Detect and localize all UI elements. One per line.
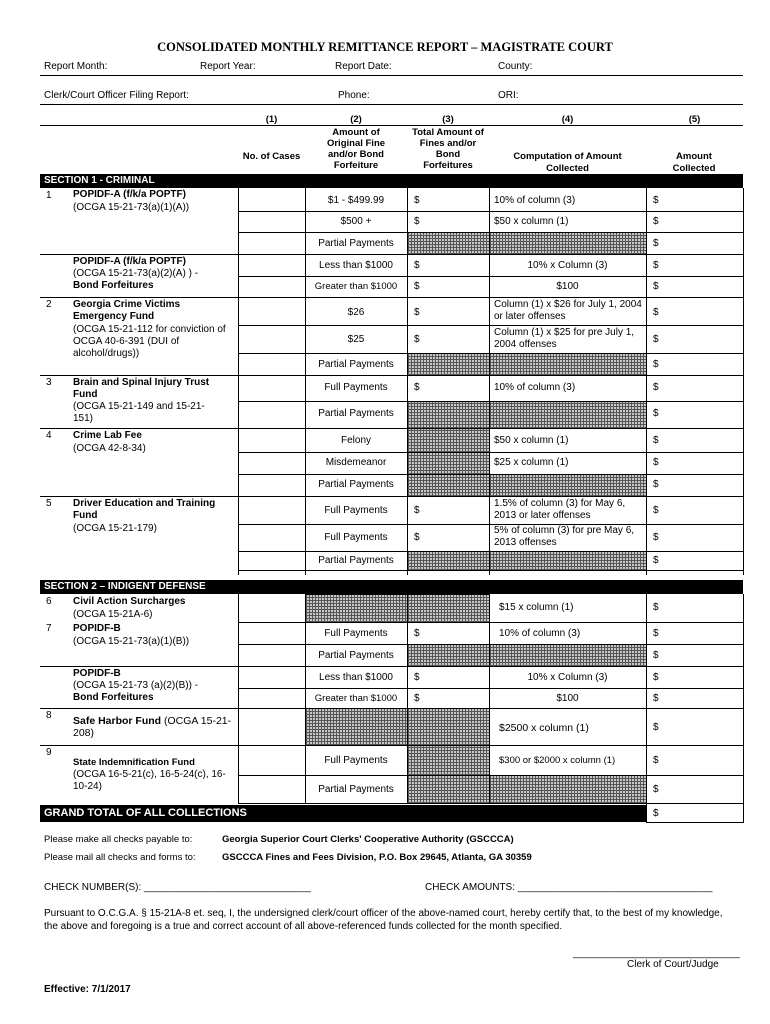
col5-dollar[interactable]: $ xyxy=(653,505,659,516)
row-name: Crime Lab Fee xyxy=(73,430,142,441)
row-ref: (OCGA 16-5-21(c), 16-5-24(c), 16-10-24) xyxy=(73,769,226,792)
row-name: Civil Action Surcharges xyxy=(73,596,186,607)
clerk-judge-label: Clerk of Court/Judge xyxy=(627,959,719,970)
row-ref: (OCGA 15-21-73(a)(1)(B)) xyxy=(73,636,190,647)
row-number: 2 xyxy=(46,299,52,310)
grid-h xyxy=(238,211,743,212)
col5-dollar[interactable]: $ xyxy=(653,195,659,206)
col5-dollar[interactable]: $ xyxy=(653,755,659,766)
col2-cell: Full Payments xyxy=(324,382,388,393)
col2-cell: Partial Payments xyxy=(318,555,394,566)
shaded-cell xyxy=(489,474,647,497)
header-rule-1 xyxy=(40,75,743,76)
col2-cell: $1 - $499.99 xyxy=(327,195,385,206)
payable-label: Please make all checks payable to: xyxy=(44,834,193,845)
shaded-cell xyxy=(489,353,647,376)
row-number: 9 xyxy=(46,747,52,758)
col2-cell: Full Payments xyxy=(324,532,388,543)
col3-dollar[interactable]: $ xyxy=(414,672,420,683)
col5-dollar[interactable]: $ xyxy=(653,479,659,490)
report-year-label: Report Year: xyxy=(200,61,256,72)
row-name: Driver Education and Training Fund xyxy=(73,498,216,521)
row-number: 5 xyxy=(46,498,52,509)
col2-cell: Partial Payments xyxy=(318,650,394,661)
col5-dollar[interactable]: $ xyxy=(653,307,659,318)
col3-dollar[interactable]: $ xyxy=(414,281,420,292)
row-name: POPIDF-A (f/k/a POPTF) xyxy=(73,256,186,267)
col4-cell: 10% of column (3) xyxy=(494,195,576,206)
col4-header: Computation of Amount Collected xyxy=(513,151,622,174)
col5-number: (5) xyxy=(688,114,701,125)
col5-dollar[interactable]: $ xyxy=(653,628,659,639)
col2-cell: $500 + xyxy=(340,216,372,227)
col5-dollar[interactable]: $ xyxy=(653,216,659,227)
col5-dollar[interactable]: $ xyxy=(653,457,659,468)
col4-cell: $50 x column (1) xyxy=(494,435,569,446)
col4-cell: 10% x Column (3) xyxy=(527,672,608,683)
section-2-title: SECTION 2 – INDIGENT DEFENSE xyxy=(44,581,206,592)
grid-h xyxy=(238,524,743,525)
row-ref: (OCGA 15-21-149 and 15-21-151) xyxy=(73,401,205,424)
col3-dollar[interactable]: $ xyxy=(414,693,420,704)
col4-cell: $100 xyxy=(556,693,579,704)
grand-total-bar xyxy=(40,805,646,822)
payable-value: Georgia Superior Court Clerks' Cooperative Authority (GSCCCA) xyxy=(222,834,514,845)
shaded-cell xyxy=(407,775,490,804)
report-date-label: Report Date: xyxy=(335,61,392,72)
shaded-cell xyxy=(489,775,647,804)
col5-dollar[interactable]: $ xyxy=(653,359,659,370)
col2-header: Amount of Original Fine and/or Bond Forfeiture xyxy=(326,127,386,171)
col5-dollar[interactable]: $ xyxy=(653,555,659,566)
col2-cell: $26 xyxy=(347,307,365,318)
col5-dollar[interactable]: $ xyxy=(653,435,659,446)
row-name: Brain and Spinal Injury Trust Fund xyxy=(73,377,210,400)
row-ref-2: Bond Forfeitures xyxy=(73,692,154,703)
shaded-cell xyxy=(407,708,490,746)
row-number: 3 xyxy=(46,377,52,388)
col2-cell: Partial Payments xyxy=(318,408,394,419)
grid-h xyxy=(238,452,743,453)
col2-cell: Felony xyxy=(340,435,371,446)
row-number: 4 xyxy=(46,430,52,441)
col4-cell: $15 x column (1) xyxy=(499,602,574,613)
shaded-cell xyxy=(489,551,647,571)
colhdr-rule xyxy=(40,125,743,126)
row-ref: (OCGA 15-21-73 (a)(2)(B)) - xyxy=(73,680,199,691)
shaded-cell xyxy=(407,401,490,429)
col2-cell: Full Payments xyxy=(324,628,388,639)
grid-h xyxy=(40,297,743,298)
col5-dollar[interactable]: $ xyxy=(653,260,659,271)
mail-label: Please mail all checks and forms to: xyxy=(44,852,196,863)
shaded-cell xyxy=(407,428,490,453)
check-number-field[interactable]: CHECK NUMBER(S): ______________________________ xyxy=(44,882,311,893)
col5-dollar[interactable]: $ xyxy=(653,602,659,613)
col4-cell: $2500 x column (1) xyxy=(499,722,589,734)
shaded-cell xyxy=(407,452,490,475)
col5-dollar[interactable]: $ xyxy=(653,334,659,345)
row-name: POPIDF-B xyxy=(73,668,121,679)
shaded-cell xyxy=(305,708,408,746)
row-ref: (OCGA 15-21-73(a)(2)(A) ) - xyxy=(73,268,199,279)
col2-cell: Less than $1000 xyxy=(319,672,393,683)
col5-dollar[interactable]: $ xyxy=(653,672,659,683)
row-ref: (OCGA 15-21A-6) xyxy=(73,609,153,620)
effective-date: Effective: 7/1/2017 xyxy=(44,984,131,995)
safe-harbor-ref: (OCGA 15-21-208) xyxy=(73,715,232,739)
clerk-label: Clerk/Court Officer Filing Report: xyxy=(44,90,189,101)
col2-cell: Partial Payments xyxy=(318,784,394,795)
col4-cell: $300 or $2000 x column (1) xyxy=(499,755,616,766)
col2-cell: Less than $1000 xyxy=(319,260,393,271)
col3-dollar[interactable]: $ xyxy=(414,334,420,345)
col4-cell: $100 xyxy=(556,281,579,292)
shaded-cell xyxy=(489,401,647,429)
col2-cell: Greater than $1000 xyxy=(314,281,398,292)
row-name: POPIDF-A (f/k/a POPTF) xyxy=(73,189,186,200)
col3-dollar[interactable]: $ xyxy=(414,195,420,206)
grid-h xyxy=(646,822,743,823)
col1-number: (1) xyxy=(265,114,278,125)
col4-cell: 5% of column (3) for pre May 6, 2013 offenses xyxy=(494,525,635,548)
section-2-header xyxy=(40,580,743,594)
col2-cell: Partial Payments xyxy=(318,359,394,370)
row-ref: (OCGA 15-21-73(a)(1)(A)) xyxy=(73,202,190,213)
grid-v1b xyxy=(238,594,239,803)
mail-value: GSCCCA Fines and Fees Division, P.O. Box 29645, Atlanta, GA 30359 xyxy=(222,852,532,863)
col5-dollar[interactable]: $ xyxy=(653,281,659,292)
shaded-cell xyxy=(407,644,490,667)
col3-dollar[interactable]: $ xyxy=(414,628,420,639)
col2-cell: Full Payments xyxy=(324,505,388,516)
col4-cell: Column (1) x $26 for July 1, 2004 or later offenses xyxy=(494,299,642,322)
shaded-cell xyxy=(407,474,490,497)
row-number: 1 xyxy=(46,190,52,201)
col1-header: No. of Cases xyxy=(242,151,301,162)
shaded-cell xyxy=(407,594,490,623)
col4-cell: 10% of column (3) xyxy=(494,382,576,393)
safe-harbor-name: Safe Harbor Fund xyxy=(73,715,162,727)
col5-dollar[interactable]: $ xyxy=(653,784,659,795)
col3-dollar[interactable]: $ xyxy=(414,382,420,393)
col5-header: Amount Collected xyxy=(672,151,716,174)
col3-number: (3) xyxy=(442,114,454,125)
row-name: State Indemnification Fund xyxy=(73,757,195,768)
col4-cell: 1.5% of column (3) for May 6, 2013 or later offenses xyxy=(494,498,626,521)
row-ref-2: Bond Forfeitures xyxy=(73,280,154,291)
grid-v1 xyxy=(238,188,239,575)
row-number: 8 xyxy=(46,710,52,721)
row-number: 7 xyxy=(46,623,52,634)
page-title: CONSOLIDATED MONTHLY REMITTANCE REPORT – MAGISTRATE COURT xyxy=(157,40,613,54)
row-ref: (OCGA 15-21-112 for conviction of OCGA 40-6-391 (DUI of alcohol/drugs)) xyxy=(73,324,226,359)
col2-cell: $25 xyxy=(347,334,365,345)
col2-number: (2) xyxy=(350,114,362,125)
col3-dollar[interactable]: $ xyxy=(414,216,420,227)
shaded-cell xyxy=(489,644,647,667)
col4-cell: Column (1) x $25 for pre July 1, 2004 offenses xyxy=(494,327,635,350)
col3-dollar[interactable]: $ xyxy=(414,260,420,271)
grid-h xyxy=(238,276,743,277)
row-ref: (OCGA 15-21-179) xyxy=(73,523,157,534)
col4-cell: 10% x Column (3) xyxy=(527,260,608,271)
shaded-cell xyxy=(407,551,490,571)
col3-dollar[interactable]: $ xyxy=(414,505,420,516)
signature-line[interactable]: ______________________________ xyxy=(573,948,740,959)
col3-header: Total Amount of Fines and/or Bond Forfeitures xyxy=(412,127,484,171)
grand-total-label: GRAND TOTAL OF ALL COLLECTIONS xyxy=(44,807,247,819)
row-name: Georgia Crime Victims Emergency Fund xyxy=(73,299,181,322)
col4-cell: $50 x column (1) xyxy=(494,216,569,227)
ori-label: ORI: xyxy=(498,90,519,101)
col5-dollar[interactable]: $ xyxy=(653,408,659,419)
col5-dollar[interactable]: $ xyxy=(653,238,659,249)
certification-text: Pursuant to O.C.G.A. § 15-21A-8 et. seq, I, the undersigned clerk/court officer of the above-named court, hereby certify that, to the best of my knowledge, the above and foregoing is a true and correct account of all above-referenced funds collected for the month specified. xyxy=(44,908,723,932)
col5-dollar[interactable]: $ xyxy=(653,382,659,393)
shaded-cell xyxy=(407,745,490,776)
grid-h xyxy=(238,688,743,689)
county-label: County: xyxy=(498,61,533,72)
shaded-cell xyxy=(407,353,490,376)
grid-v6 xyxy=(743,188,744,575)
phone-label: Phone: xyxy=(338,90,370,101)
col2-cell: Partial Payments xyxy=(318,238,394,249)
col2-cell: Misdemeanor xyxy=(325,457,387,468)
row-name: POPIDF-B xyxy=(73,623,121,634)
col5-dollar[interactable]: $ xyxy=(653,693,659,704)
col2-cell: Full Payments xyxy=(324,755,388,766)
grand-total-dollar[interactable]: $ xyxy=(653,808,659,819)
col4-cell: 10% of column (3) xyxy=(499,628,581,639)
col5-dollar[interactable]: $ xyxy=(653,722,659,733)
col4-cell: $25 x column (1) xyxy=(494,457,569,468)
shaded-cell xyxy=(489,232,647,255)
col2-cell: Greater than $1000 xyxy=(314,693,398,704)
shaded-cell xyxy=(305,594,408,623)
row-number: 6 xyxy=(46,596,52,607)
shaded-cell xyxy=(407,232,490,255)
grid-v6b xyxy=(743,594,744,823)
check-amounts-field[interactable]: CHECK AMOUNTS: ___________________________________ xyxy=(425,882,713,893)
col2-cell: Partial Payments xyxy=(318,479,394,490)
col5-dollar[interactable]: $ xyxy=(653,532,659,543)
row-ref: (OCGA 42-8-34) xyxy=(73,443,146,454)
col3-dollar[interactable]: $ xyxy=(414,532,420,543)
header-rule-2 xyxy=(40,104,743,105)
col5-dollar[interactable]: $ xyxy=(653,650,659,661)
section-1-title: SECTION 1 - CRIMINAL xyxy=(44,175,155,186)
row-name xyxy=(73,715,235,739)
col3-dollar[interactable]: $ xyxy=(414,307,420,318)
col4-number: (4) xyxy=(561,114,574,125)
section-1-header xyxy=(40,174,743,188)
report-month-label: Report Month: xyxy=(44,61,108,72)
grid-h xyxy=(238,325,743,326)
